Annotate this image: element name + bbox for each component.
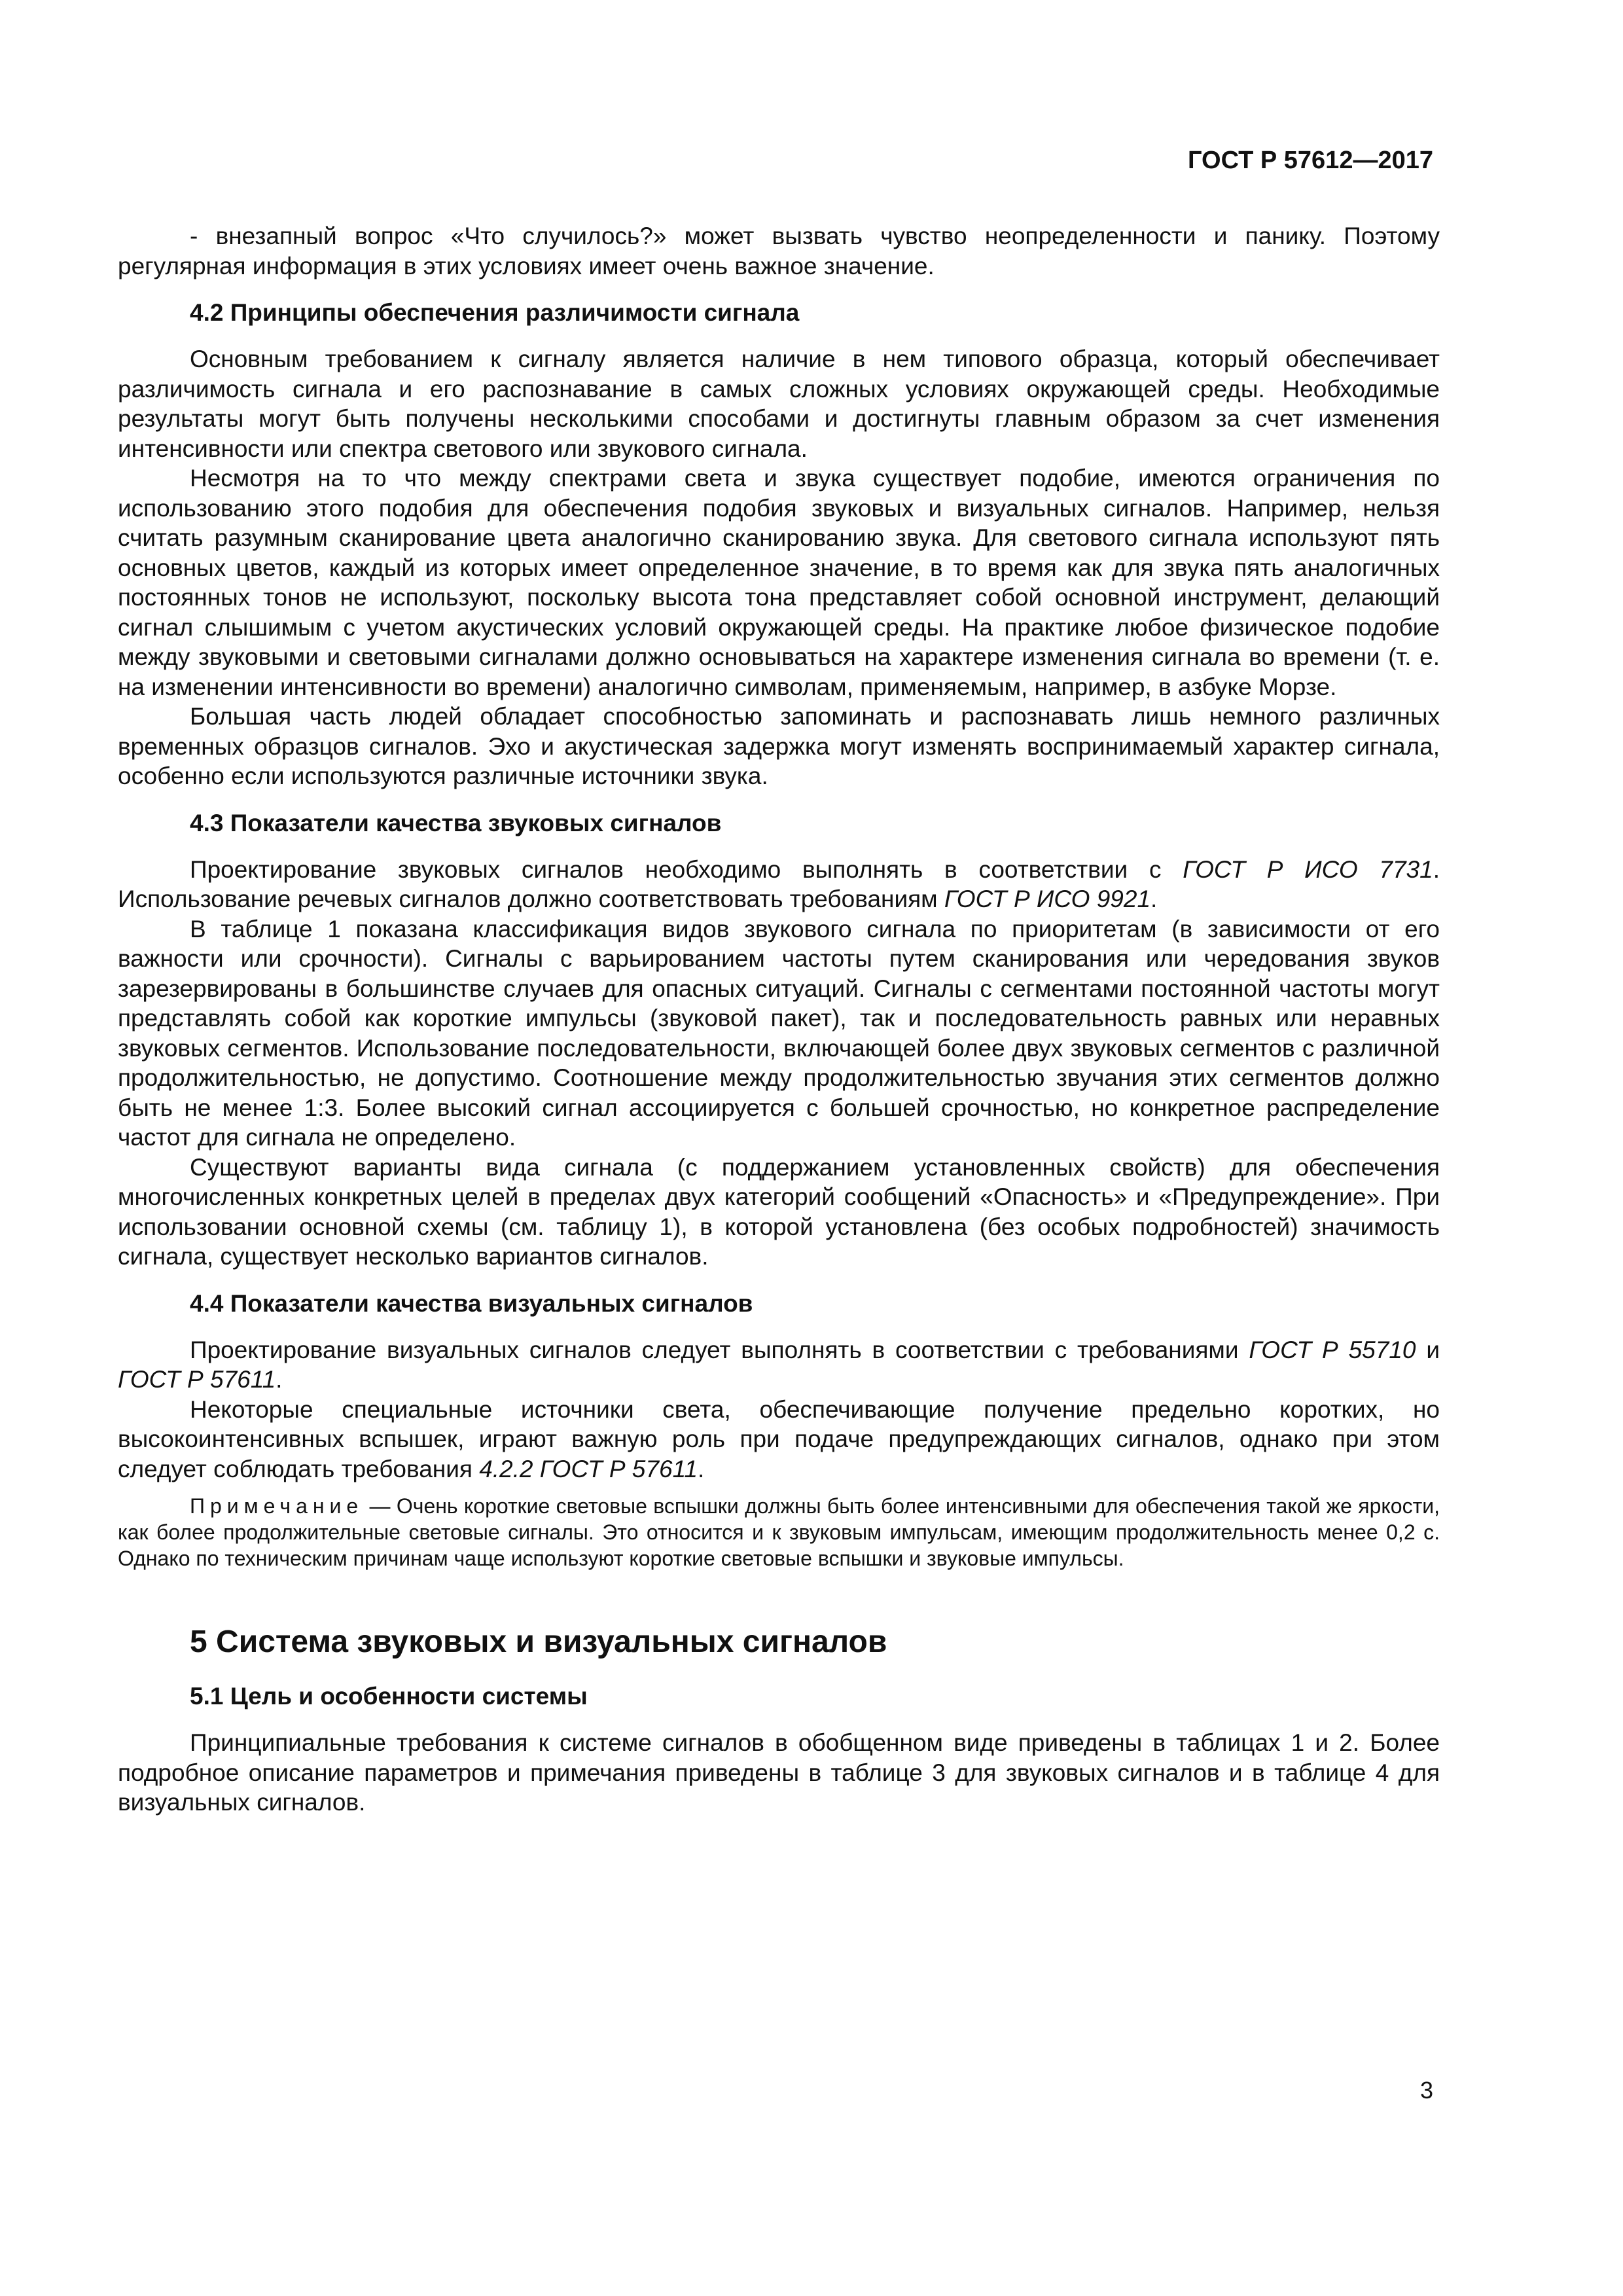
section-4-4-paragraph-2 xyxy=(118,1395,1440,1484)
standard-reference: ГОСТ Р ИСО 7731 xyxy=(1183,855,1433,883)
section-4-3-heading: 4.3 Показатели качества звуковых сигналов xyxy=(190,809,722,836)
standard-reference: ГОСТ Р ИСО 9921 xyxy=(944,886,1151,912)
section-4-3-paragraph-1 xyxy=(118,855,1440,914)
page-number: 3 xyxy=(1419,2077,1433,2104)
standard-reference: 4.2.2 ГОСТ Р 57611 xyxy=(479,1455,698,1482)
document-header: ГОСТ Р 57612—2017 xyxy=(1188,147,1433,174)
note-label: Примечание xyxy=(190,1494,364,1518)
section-4-2-paragraph-3: Большая часть людей обладает способностью запоминать и распознавать лишь немного различных временных образцов сигналов. Эхо и акустическая задержка могут изменять воспринимаемый характер сигнала, особенно если используются различные источники звука. xyxy=(118,703,1440,789)
note-text: — Очень короткие световые вспышки должны быть более интенсивными для обеспечения такой же яркости, как более продолжительные световые сигналы. Это относится и к звуковым импульсам, имеющим продолжительность менее 0,2 с. Однако по техническим причинам чаще используют короткие световые вспышки и звуковые импульсы. xyxy=(118,1494,1440,1570)
section-5-1-paragraph-1: Принципиальные требования к системе сигналов в обобщенном виде приведены в таблицах 1 и 2. Более подробное описание параметров и примечания приведены в таблице 3 для звуковых сигналов и в таблице 4 для визуальных сигналов. xyxy=(118,1729,1440,1816)
text-run: Проектирование визуальных сигналов следует выполнять в соответствии с требованиями xyxy=(190,1336,1249,1363)
text-run: . xyxy=(276,1366,283,1393)
section-4-4-paragraph-1 xyxy=(118,1335,1440,1395)
text-run: и xyxy=(1416,1336,1440,1363)
note-paragraph xyxy=(118,1493,1440,1571)
text-run: . xyxy=(697,1455,705,1482)
text-run: . xyxy=(1150,886,1158,912)
text-run: Некоторые специальные источники света, обеспечивающие получение предельно коротких, но высокоинтенсивных вспышек, играют важную роль при подаче предупреждающих сигналов, однако при этом следует соблюдать требования xyxy=(118,1395,1440,1482)
section-4-3-paragraph-2: В таблице 1 показана классификация видов звукового сигнала по приоритетам (в зависимости от его важности или срочности). Сигналы с варьированием частоты путем сканирования или чередования звуков зарезервированы в большинстве случаев для опасных ситуаций. Сигналы с сегментами постоянной частоты могут представлять собой как короткие импульсы (звуковой пакет), так и последовательность равных или неравных звуковых сегментов. Использование последовательности, включающей более двух звуковых сегментов с различной продолжительностью, не допустимо. Соотношение между продолжительностью звучания этих сегментов должно быть не менее 1:3. Более высокий сигнал ассоциируется с большей срочностью, но конкретное распределение частот для сигнала не определено. xyxy=(118,915,1440,1151)
section-4-4-heading: 4.4 Показатели качества визуальных сигналов xyxy=(190,1289,753,1317)
section-5-1-heading: 5.1 Цель и особенности системы xyxy=(190,1683,588,1710)
section-4-2-paragraph-2: Несмотря на то что между спектрами света и звука существует подобие, имеются ограничения по использованию этого подобия для обеспечения подобия звуковых и визуальных сигналов. Например, нельзя считать разумным сканирование цвета аналогично сканированию звука. Для светового сигнала используют пять основных цветов, каждый из которых имеет определенное значение, в то время как для звука пять аналогичных постоянных тонов не используют, поскольку высота тона представляет собой основной инструмент, делающий сигнал слышимым с учетом акустических условий окружающей среды. На практике любое физическое подобие между звуковыми и световыми сигналами должно основываться на характере изменения сигнала во времени (т. е. на изменении интенсивности во времени) аналогично символам, применяемым, например, в азбуке Морзе. xyxy=(118,465,1440,700)
section-4-2-heading: 4.2 Принципы обеспечения различимости сигнала xyxy=(190,299,800,326)
standard-reference: ГОСТ Р 57611 xyxy=(118,1366,276,1393)
section-4-3-paragraph-3: Существуют варианты вида сигнала (с поддержанием установленных свойств) для обеспечения многочисленных конкретных целей в пределах двух категорий сообщений «Опасность» и «Предупреждение». При использовании основной схемы (см. таблицу 1), в которой установлена (без особых подробностей) значимость сигнала, существует несколько вариантов сигналов. xyxy=(118,1153,1440,1270)
section-4-2-paragraph-1: Основным требованием к сигналу является наличие в нем типового образца, который обеспечивает различимость сигнала и его распознавание в самых сложных условиях окружающей среды. Необходимые результаты могут быть получены несколькими способами и достигнуты главным образом за счет изменения интенсивности или спектра светового или звукового сигнала. xyxy=(118,346,1440,462)
standard-reference: ГОСТ Р 55710 xyxy=(1249,1336,1416,1363)
section-5-heading: 5 Система звуковых и визуальных сигналов xyxy=(190,1624,887,1659)
text-run: . Использование речевых сигналов должно соответствовать требованиям xyxy=(118,855,1440,912)
document-body xyxy=(118,221,1440,1818)
text-run: Проектирование звуковых сигналов необходимо выполнять в соответствии с xyxy=(190,855,1183,883)
intro-paragraph: - внезапный вопрос «Что случилось?» может вызвать чувство неопределенности и панику. Поэтому регулярная информация в этих условиях имеет очень важное значение. xyxy=(118,223,1440,279)
